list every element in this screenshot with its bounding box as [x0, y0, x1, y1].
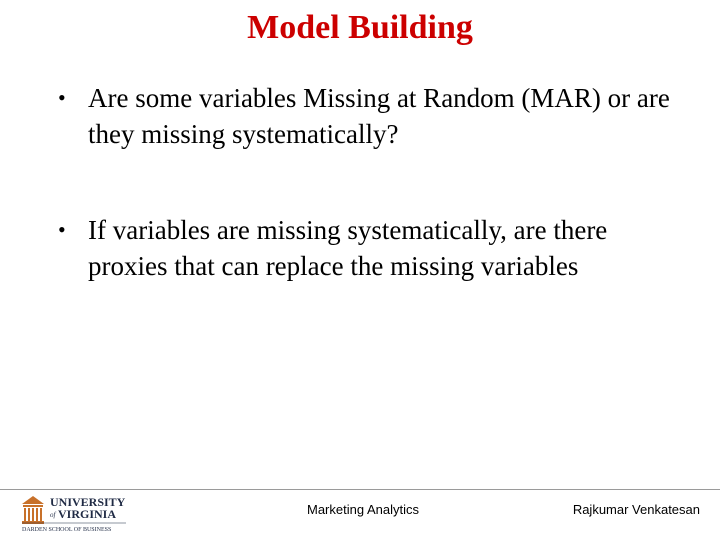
footer-course-name: Marketing Analytics	[307, 502, 419, 517]
footer-divider	[0, 489, 720, 490]
university-logo	[20, 492, 130, 532]
bullet-item	[58, 212, 678, 284]
logo-line-1: UNIVERSITY	[50, 495, 126, 509]
bullet-text: If variables are missing systematically, are there proxies that can replace the missing variables	[88, 215, 608, 281]
slide-title: Model Building	[247, 9, 473, 46]
bullet-marker: •	[58, 217, 66, 242]
bullet-text: Are some variables Missing at Random (MAR) or are they missing systematically?	[88, 83, 670, 149]
bullet-list	[58, 80, 678, 284]
bullet-marker: •	[58, 85, 66, 110]
logo-line-2: VIRGINIA	[58, 507, 117, 521]
footer-author: Rajkumar Venkatesan	[572, 502, 700, 517]
logo-line-2-prefix: of	[50, 511, 56, 519]
bullet-item	[58, 80, 678, 152]
rotunda-icon	[22, 496, 44, 524]
logo-line-3: DARDEN SCHOOL OF BUSINESS	[22, 527, 112, 532]
